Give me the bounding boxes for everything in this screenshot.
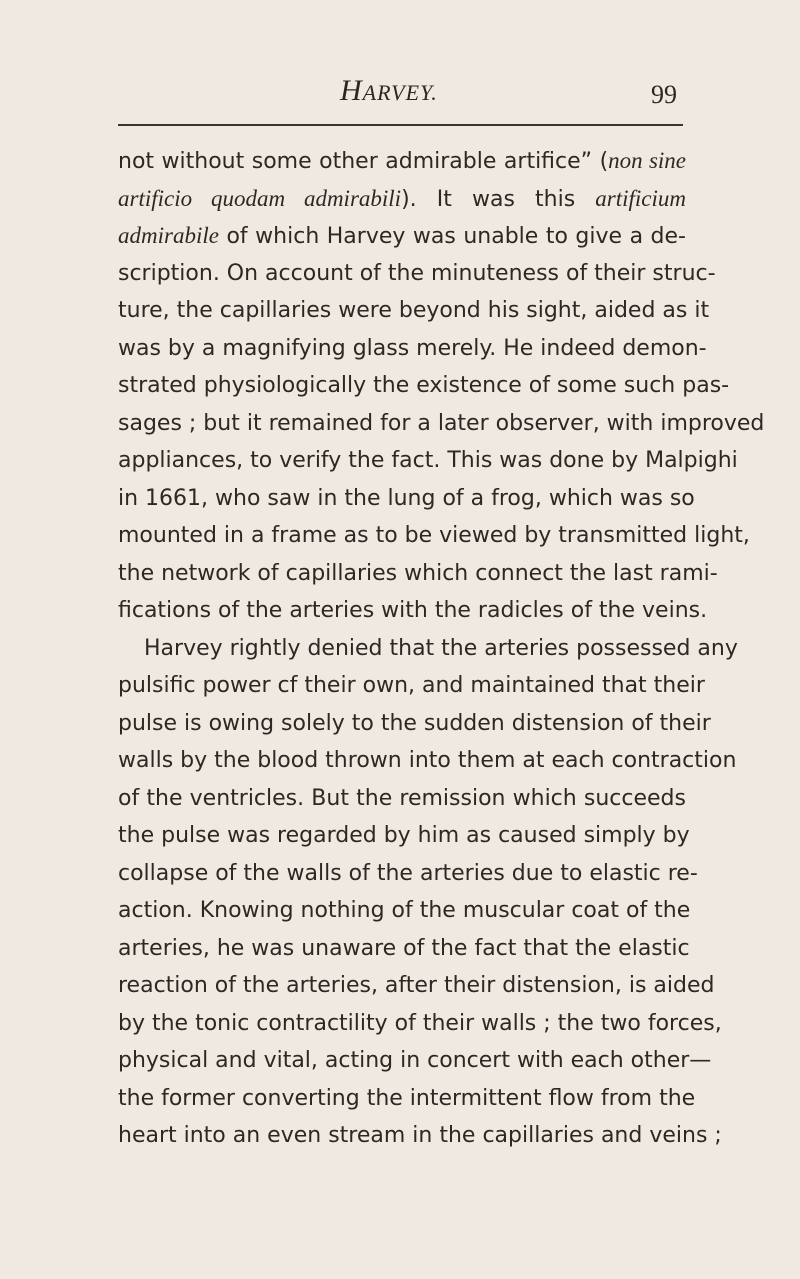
text-run: Harvey rightly denied that the arteries possessed any: [144, 635, 738, 661]
running-head: [0, 70, 800, 110]
text-run: in 1661, who saw in the lung of a frog, which was so: [118, 485, 695, 511]
text-line: [118, 142, 686, 180]
text-run: of which Harvey was unable to give a de-: [218, 224, 686, 249]
text-run: by the tonic contractility of their walls ; the two forces,: [118, 1010, 722, 1036]
body-text: [118, 142, 765, 1155]
text-line: [118, 1117, 722, 1155]
text-line: [118, 217, 686, 255]
text-run: appliances, to verify the fact. This was done by Malpighi: [118, 448, 738, 473]
header-rule: [118, 124, 683, 126]
text-line: [118, 1005, 722, 1043]
text-run: ). It was this: [401, 186, 596, 212]
italic-text: artificio quodam admirabili: [118, 185, 402, 211]
text-line: [118, 630, 738, 668]
italic-text: artificium: [595, 185, 687, 211]
text-run: reaction of the arteries, after their distension, is aided: [118, 973, 715, 998]
text-run: collapse of the walls of the arteries due to elastic re-: [118, 860, 698, 886]
text-line: [118, 592, 708, 630]
text-line: [118, 930, 690, 968]
text-line: [118, 330, 707, 368]
text-line: [118, 742, 737, 780]
italic-text: non sine: [608, 148, 686, 173]
text-line: [118, 480, 695, 518]
text-line: [118, 705, 711, 743]
text-run: not without some other admirable artifice” (: [118, 149, 609, 174]
text-line: [118, 1042, 712, 1080]
text-run: walls by the blood thrown into them at each contraction: [118, 748, 737, 773]
text-line: [118, 967, 715, 1005]
text-line: [118, 555, 718, 593]
text-line: [118, 1080, 696, 1118]
running-head-title: [340, 74, 438, 110]
text-line: [118, 517, 750, 555]
text-line: [118, 292, 710, 330]
text-run: scription. On account of the minuteness of their struc-: [118, 260, 716, 286]
text-run: pulse is owing solely to the sudden distension of their: [118, 710, 711, 736]
text-line: [118, 442, 738, 480]
text-line: [118, 405, 765, 443]
text-run: was by a magnifying glass merely. He indeed demon-: [118, 335, 707, 361]
italic-text: admirabile: [118, 223, 219, 248]
text-run: sages ; but it remained for a later observer, with improved: [118, 410, 765, 436]
text-line: [118, 255, 716, 293]
text-line: [118, 892, 691, 930]
text-run: the network of capillaries which connect the last rami-: [118, 560, 718, 586]
text-line: [118, 855, 698, 893]
text-line: [118, 780, 686, 818]
page-number: 99: [651, 80, 677, 109]
text-line: [118, 180, 686, 218]
text-run: strated physiologically the existence of some such pas-: [118, 373, 730, 398]
text-run: heart into an even stream in the capillaries and veins ;: [118, 1123, 722, 1148]
text-run: mounted in a frame as to be viewed by transmitted light,: [118, 523, 750, 548]
text-run: the former converting the intermittent flow from the: [118, 1085, 696, 1111]
text-run: physical and vital, acting in concert with each other—: [118, 1048, 712, 1073]
text-run: of the ventricles. But the remission which succeeds: [118, 785, 686, 811]
text-run: arteries, he was unaware of the fact that the elastic: [118, 935, 690, 961]
running-head-title-initial: H: [340, 74, 363, 107]
text-run: pulsific power cf their own, and maintained that their: [118, 673, 705, 698]
running-head-title-rest: ARVEY.: [362, 80, 438, 105]
text-run: ture, the capillaries were beyond his sight, aided as it: [118, 298, 710, 323]
text-run: fications of the arteries with the radicles of the veins.: [118, 598, 708, 623]
text-run: the pulse was regarded by him as caused simply by: [118, 823, 690, 848]
text-line: [118, 667, 705, 705]
text-line: [118, 367, 730, 405]
text-line: [118, 817, 690, 855]
text-run: action. Knowing nothing of the muscular coat of the: [118, 898, 691, 923]
